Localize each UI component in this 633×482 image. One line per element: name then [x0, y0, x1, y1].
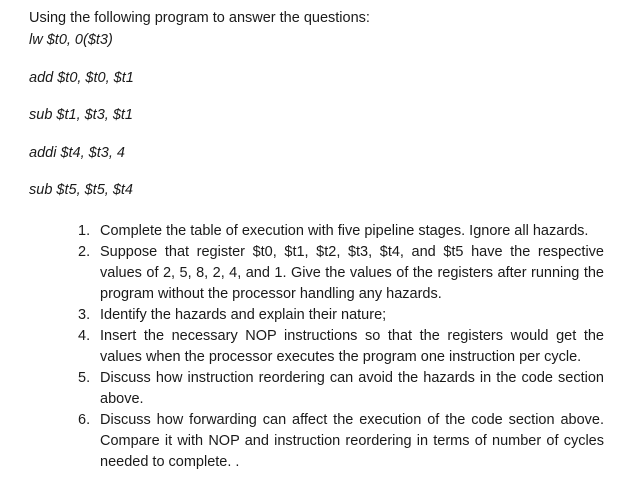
code-line: addi $t4, $t3, 4: [29, 145, 125, 161]
question-item: [78, 368, 604, 410]
question-text: Complete the table of execution with five pipeline stages. Ignore all hazards.: [100, 223, 589, 239]
question-text: Insert the necessary NOP instructions so that the registers would get the values when the processor executes the program one instruction per cycle.: [100, 328, 604, 365]
question-number: 5.: [78, 370, 91, 386]
code-line: sub $t5, $t5, $t4: [29, 182, 133, 198]
question-text: Suppose that register $t0, $t1, $t2, $t3, $t4, and $t5 have the respective values of 2, 5, 8, 2, 4, and 1. Give the values of the registers after running the program without the processor handling any hazards.: [100, 244, 604, 302]
question-item: [78, 410, 604, 473]
question-number: 2.: [78, 244, 91, 260]
code-line: lw $t0, 0($t3): [29, 32, 113, 48]
code-line: add $t0, $t0, $t1: [29, 70, 134, 86]
question-list: [78, 221, 604, 473]
question-number: 3.: [78, 307, 91, 323]
question-item: [78, 242, 604, 305]
question-item: [78, 221, 604, 242]
question-text: Discuss how forwarding can affect the execution of the code section above. Compare it with NOP and instruction reordering in terms of number of cycles needed to complete. .: [100, 412, 604, 470]
question-number: 6.: [78, 412, 91, 428]
question-number: 1.: [78, 223, 91, 239]
question-text: Identify the hazards and explain their nature;: [100, 307, 387, 323]
intro-text: Using the following program to answer the questions:: [29, 10, 370, 26]
question-item: [78, 326, 604, 368]
code-line: sub $t1, $t3, $t1: [29, 107, 133, 123]
question-item: [78, 305, 604, 326]
question-number: 4.: [78, 328, 91, 344]
question-text: Discuss how instruction reordering can avoid the hazards in the code section above.: [100, 370, 604, 407]
